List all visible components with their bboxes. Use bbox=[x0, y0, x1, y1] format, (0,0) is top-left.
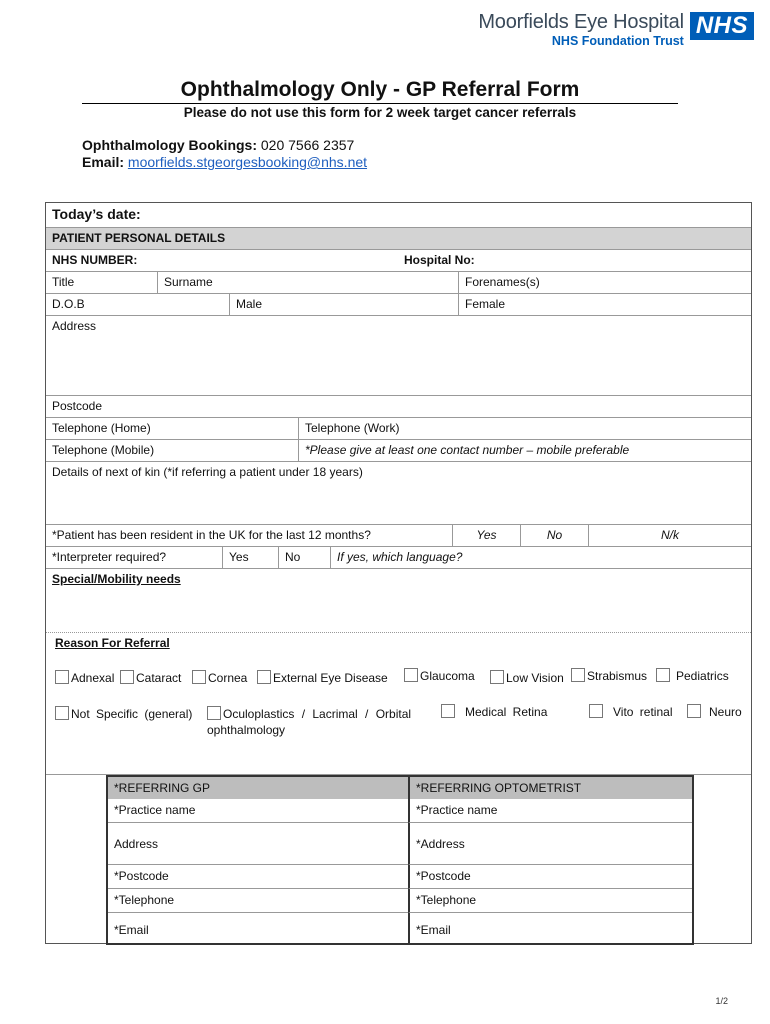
low-vision-checkbox[interactable] bbox=[490, 670, 504, 684]
reason-adnexal[interactable] bbox=[55, 670, 114, 685]
reason-for-referral-section bbox=[46, 633, 751, 774]
reason-neuro[interactable] bbox=[687, 704, 742, 719]
trust-name: NHS Foundation Trust bbox=[551, 34, 684, 48]
gp-address-field[interactable]: Address bbox=[108, 823, 408, 865]
vito-retinal-label: Vito retinal bbox=[613, 705, 673, 719]
next-of-kin-row[interactable] bbox=[46, 462, 751, 525]
tel-mobile-label: Telephone (Mobile) bbox=[52, 443, 155, 457]
address-label: Address bbox=[52, 319, 97, 333]
bookings-phone: 020 7566 2357 bbox=[260, 137, 355, 153]
vito-retinal-checkbox[interactable] bbox=[589, 704, 603, 718]
gp-postcode-field[interactable]: *Postcode bbox=[108, 865, 408, 889]
next-of-kin-label: Details of next of kin (*if referring a patient under 18 years) bbox=[52, 465, 363, 479]
interpreter-yes-option[interactable]: Yes bbox=[222, 547, 278, 568]
reason-medical-retina[interactable] bbox=[441, 704, 547, 719]
reason-cataract[interactable] bbox=[120, 670, 181, 685]
interpreter-label: *Interpreter required? bbox=[52, 550, 167, 564]
forenames-label: Forenames(s) bbox=[458, 272, 546, 293]
page-number: 1/2 bbox=[715, 996, 728, 1006]
low-vision-label: Low Vision bbox=[506, 671, 564, 685]
nhs-number-label: NHS NUMBER: bbox=[52, 253, 138, 267]
male-label: Male bbox=[229, 294, 268, 315]
mobile-row[interactable] bbox=[46, 440, 751, 462]
reason-strabismus[interactable] bbox=[571, 668, 647, 683]
language-label[interactable]: If yes, which language? bbox=[330, 547, 468, 568]
cornea-label: Cornea bbox=[208, 671, 248, 685]
external-eye-checkbox[interactable] bbox=[257, 670, 271, 684]
special-needs-label: Special/Mobility needs bbox=[52, 572, 181, 586]
tel-work-label: Telephone (Work) bbox=[298, 418, 406, 439]
opt-postcode-field[interactable]: *Postcode bbox=[408, 865, 692, 889]
strabismus-checkbox[interactable] bbox=[571, 668, 585, 682]
referral-form bbox=[45, 202, 752, 944]
opt-practice-name-field[interactable]: *Practice name bbox=[408, 799, 692, 823]
interpreter-no-option[interactable]: No bbox=[278, 547, 330, 568]
reason-external-eye[interactable] bbox=[257, 670, 388, 685]
hospital-no-label: Hospital No: bbox=[404, 253, 475, 267]
reason-cornea[interactable] bbox=[192, 670, 247, 685]
email-label: Email: bbox=[82, 154, 125, 170]
referring-table bbox=[106, 775, 694, 945]
postcode-label: Postcode bbox=[52, 399, 103, 413]
reason-glaucoma[interactable] bbox=[404, 668, 475, 683]
name-row[interactable] bbox=[46, 272, 751, 294]
bookings-email-link[interactable]: moorfields.stgeorgesbooking@nhs.net bbox=[127, 154, 368, 170]
pediatrics-label: Pediatrics bbox=[676, 669, 729, 683]
address-row[interactable] bbox=[46, 316, 751, 396]
neuro-label: Neuro bbox=[709, 705, 742, 719]
gp-email-field[interactable]: *Email bbox=[114, 923, 149, 937]
glaucoma-label: Glaucoma bbox=[420, 669, 475, 683]
referring-gp-header: *REFERRING GP bbox=[108, 777, 408, 799]
reason-pediatrics[interactable] bbox=[656, 668, 729, 683]
not-specific-label: Not Specific (general) bbox=[71, 707, 193, 721]
todays-date-label: Today’s date: bbox=[52, 206, 141, 222]
telephone-row[interactable] bbox=[46, 418, 751, 440]
dob-row[interactable] bbox=[46, 294, 751, 316]
cornea-checkbox[interactable] bbox=[192, 670, 206, 684]
neuro-checkbox[interactable] bbox=[687, 704, 701, 718]
reason-not-specific[interactable] bbox=[55, 706, 192, 721]
section-patient-label: PATIENT PERSONAL DETAILS bbox=[52, 231, 226, 245]
gp-practice-name-field[interactable]: *Practice name bbox=[108, 799, 408, 823]
gp-telephone-field[interactable]: *Telephone bbox=[108, 889, 408, 913]
resident-yes-option[interactable]: Yes bbox=[452, 525, 520, 546]
interpreter-row bbox=[46, 547, 751, 569]
reason-low-vision[interactable] bbox=[490, 670, 564, 685]
tel-home-label: Telephone (Home) bbox=[52, 421, 151, 435]
strabismus-label: Strabismus bbox=[587, 669, 648, 683]
oculoplastics-checkbox[interactable] bbox=[207, 706, 221, 720]
opt-address-field[interactable]: *Address bbox=[408, 823, 692, 865]
reason-vito-retinal[interactable] bbox=[589, 704, 672, 719]
patient-details-header bbox=[46, 228, 751, 250]
postcode-row[interactable] bbox=[46, 396, 751, 418]
surname-label: Surname bbox=[157, 272, 219, 293]
medical-retina-checkbox[interactable] bbox=[441, 704, 455, 718]
resident-row bbox=[46, 525, 751, 547]
nhs-logo: NHS bbox=[690, 12, 754, 40]
female-label: Female bbox=[458, 294, 511, 315]
bookings-info bbox=[82, 137, 367, 171]
nhs-number-row[interactable] bbox=[46, 250, 751, 272]
pediatrics-checkbox[interactable] bbox=[656, 668, 670, 682]
adnexal-label: Adnexal bbox=[71, 671, 115, 685]
bookings-label: Ophthalmology Bookings: bbox=[82, 137, 257, 153]
not-specific-checkbox[interactable] bbox=[55, 706, 69, 720]
medical-retina-label: Medical Retina bbox=[465, 705, 548, 719]
cataract-checkbox[interactable] bbox=[120, 670, 134, 684]
hospital-logo bbox=[478, 10, 754, 48]
referring-optometrist-header: *REFERRING OPTOMETRIST bbox=[408, 777, 692, 799]
opt-telephone-field[interactable]: *Telephone bbox=[408, 889, 692, 913]
dob-label: D.O.B bbox=[52, 297, 85, 311]
resident-label: *Patient has been resident in the UK for the last 12 months? bbox=[52, 528, 371, 542]
reason-oculoplastics[interactable] bbox=[207, 706, 437, 738]
opt-email-field[interactable]: *Email bbox=[408, 913, 692, 943]
special-needs-row[interactable] bbox=[46, 569, 751, 633]
resident-nk-option[interactable]: N/k bbox=[588, 525, 751, 546]
adnexal-checkbox[interactable] bbox=[55, 670, 69, 684]
glaucoma-checkbox[interactable] bbox=[404, 668, 418, 682]
cataract-label: Cataract bbox=[136, 671, 182, 685]
contact-note: *Please give at least one contact number – mobile preferable bbox=[298, 440, 635, 461]
form-subtitle: Please do not use this form for 2 week target cancer referrals bbox=[183, 105, 577, 120]
external-eye-label: External Eye Disease bbox=[273, 671, 388, 685]
resident-no-option[interactable]: No bbox=[520, 525, 588, 546]
title-label: Title bbox=[52, 275, 75, 289]
hospital-name: Moorfields Eye Hospital bbox=[478, 11, 684, 33]
todays-date-row[interactable] bbox=[46, 203, 751, 228]
oculoplastics-label: Oculoplastics / Lacrimal / Orbital ophthalmology bbox=[207, 707, 412, 737]
form-title: Ophthalmology Only - GP Referral Form bbox=[82, 78, 678, 104]
reason-heading: Reason For Referral bbox=[55, 636, 170, 650]
